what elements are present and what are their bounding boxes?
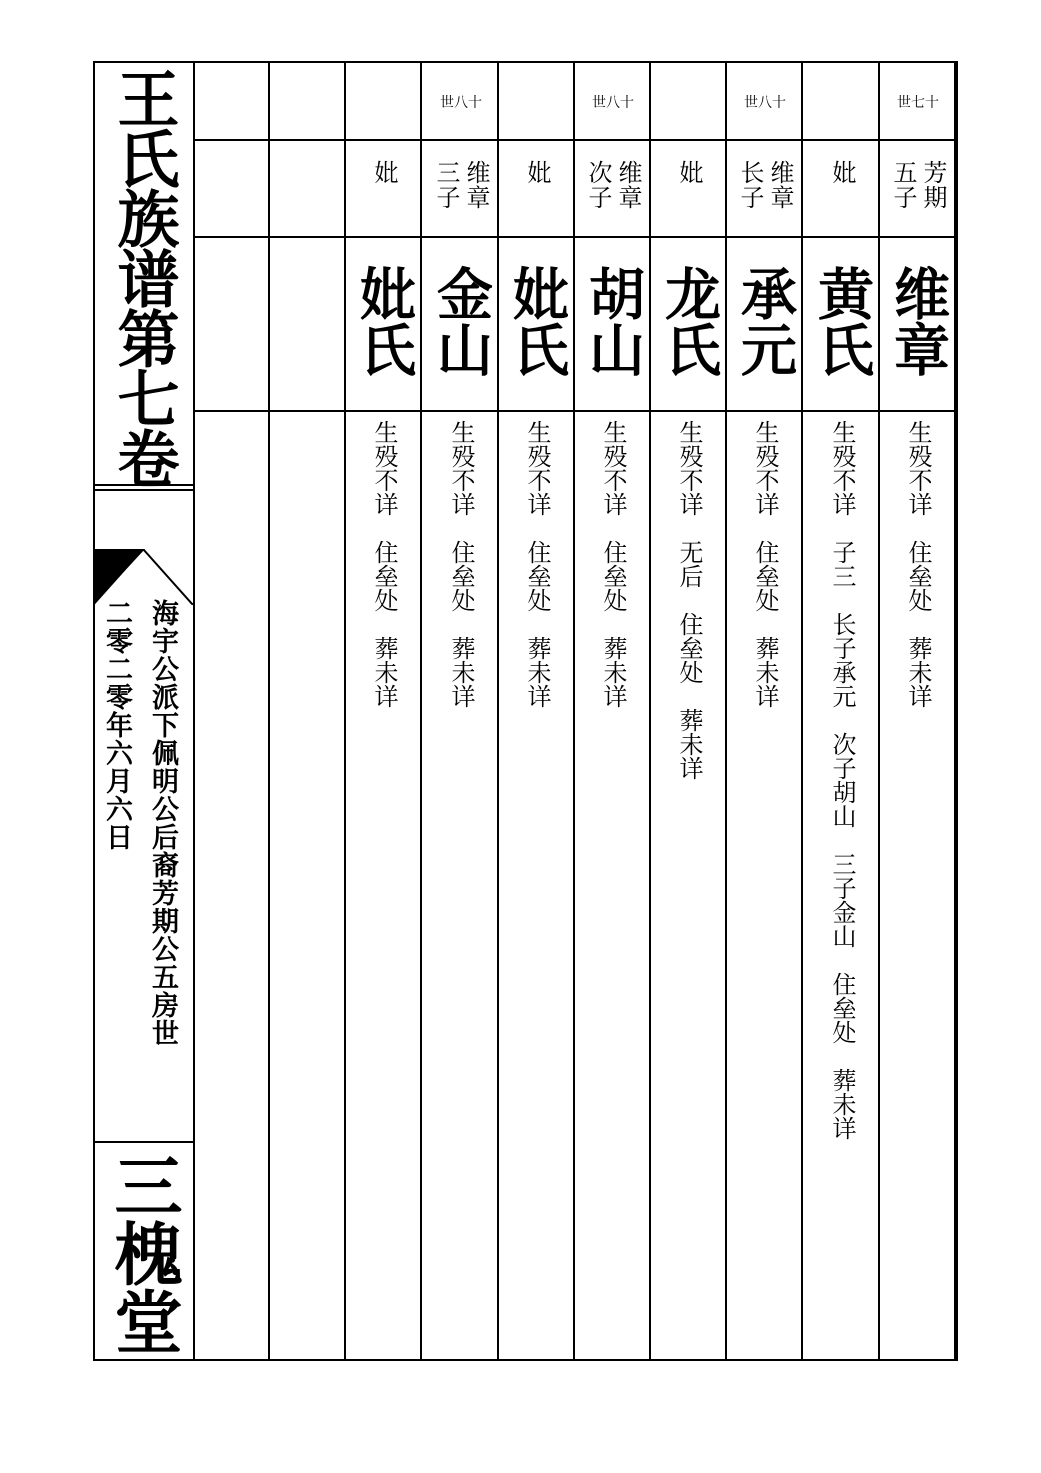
person-name [727,265,803,377]
subtitle-date: 二零二零年六月六日 [101,599,132,851]
person-name [499,265,575,377]
relation-label [499,160,575,230]
relation-label [346,160,422,230]
person-name-text: 黄氏 [809,265,875,377]
person-bio [880,420,956,708]
genealogy-column [270,61,346,1361]
relation-label [804,160,880,230]
person-name-text: 胡山 [580,265,646,377]
book-title [93,67,193,545]
genealogy-column [575,61,651,1361]
person-bio-text: 生殁不详 住垒处 葬未详 [370,420,398,708]
title-rule-top [93,484,193,486]
generation-label [880,92,956,112]
person-bio [499,420,575,708]
person-bio [423,420,499,708]
person-bio [727,420,803,708]
person-name [575,265,651,377]
person-name-text: 妣氏 [504,265,570,377]
relation-label-text: 妣 [828,160,856,185]
relation-label-text: 妣 [370,160,398,185]
person-bio-text: 生殁不详 住垒处 葬未详 [447,420,475,708]
person-bio [575,420,651,708]
person-bio-text: 生殁不详 无后 住垒处 葬未详 [675,420,703,780]
genealogy-column [499,61,575,1361]
relation-label [194,160,270,230]
relation-label-text: 妣 [675,160,703,185]
title-tab-marker [93,549,193,605]
person-name-text: 金山 [428,265,494,377]
hall-rule [93,1141,193,1143]
generation-label [575,92,651,112]
genealogy-column [727,61,803,1361]
person-name-text: 龙氏 [656,265,722,377]
genealogy-column [194,61,270,1361]
relation-label-text: 芳期五子 [889,160,947,210]
relation-label [575,160,651,230]
relation-label [880,160,956,230]
person-name-text: 承元 [732,265,798,377]
relation-label-text: 维章长子 [736,160,794,210]
relation-label [727,160,803,230]
person-bio-text: 生殁不详 子三 长子承元 次子胡山 三子金山 住垒处 葬未详 [828,420,856,1140]
person-bio-text: 生殁不详 住垒处 葬未详 [751,420,779,708]
generation-label-text: 世八十 [744,95,786,111]
hall-name: 三槐堂 [103,1151,183,1355]
relation-label-text: 维章次子 [584,160,642,210]
generation-label [727,92,803,112]
person-name [880,265,956,377]
relation-label [270,160,346,230]
person-bio [804,420,880,1140]
generation-label-text: 世八十 [440,95,482,111]
person-bio-text: 生殁不详 住垒处 葬未详 [523,420,551,708]
genealogy-column [346,61,422,1361]
person-name-text: 妣氏 [351,265,417,377]
person-name [423,265,499,377]
person-bio [346,420,422,708]
genealogy-column [423,61,499,1361]
relation-label-text: 维章三子 [432,160,490,210]
title-panel [93,61,195,1361]
generation-label [423,92,499,112]
genealogy-column [880,61,956,1361]
person-name [651,265,727,377]
person-bio [651,420,727,780]
generation-label-text: 世八十 [592,95,634,111]
person-name [346,265,422,377]
title-rule-bottom [93,489,193,491]
relation-label [651,160,727,230]
person-bio-text: 生殁不详 住垒处 葬未详 [599,420,627,708]
generation-label-text: 世七十 [897,95,939,111]
book-title-text: 王氏族谱第七卷 [107,67,180,487]
person-bio-text: 生殁不详 住垒处 葬未详 [904,420,932,708]
person-name-text: 维章 [885,265,951,377]
person-name [804,265,880,377]
relation-label [423,160,499,230]
subtitle-lineage: 海宇公派下佩明公后裔芳期公五房世 [147,599,178,1047]
relation-label-text: 妣 [523,160,551,185]
